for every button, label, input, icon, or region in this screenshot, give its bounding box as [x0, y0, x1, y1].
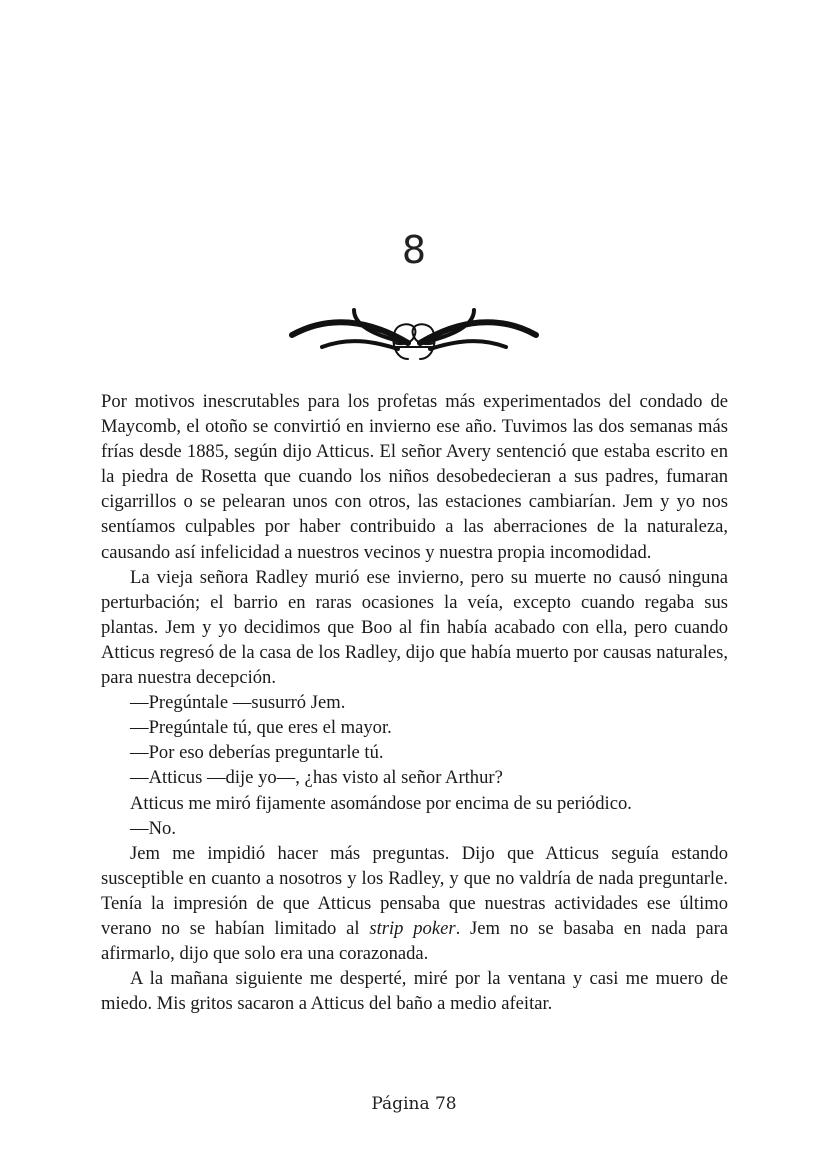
page-number: Página 78 — [371, 1094, 457, 1114]
dialogue-line: —Pregúntale tú, que eres el mayor. — [130, 717, 392, 739]
dialogue-line: —Atticus —dije yo—, ¿has visto al señor Arthur? — [130, 767, 503, 789]
paragraph-text: . Jem no se basaba en nada para afirmarlo, dijo que solo era una corazonada. — [101, 917, 729, 965]
chapter-body — [101, 389, 728, 1016]
chapter-number: 8 — [401, 228, 427, 272]
flourish-ornament-icon — [288, 305, 540, 361]
paragraph: A la mañana siguiente me desperté, miré por la ventana y casi me muero de miedo. Mis gritos sacaron a Atticus del baño a medio afeitar. — [101, 968, 728, 1015]
paragraph — [101, 841, 728, 966]
paragraph: Por motivos inescrutables para los profetas más experimentados del condado de Maycomb, el otoño se convirtió en invierno ese año. Tuvimos las dos semanas más frías desde 1885, según dijo Atticus. El señor Avery sentenció que estaba escrito en la piedra de Rosetta que cuando los niños desobedecieran a sus padres, fumaran cigarrillos o se pelearan unos con otros, las estaciones cambiarían. Jem y yo nos sentíamos culpables por haber contribuido a las aberraciones de la naturaleza, causando así infelicidad a nuestros vecinos y nuestra propia incomodidad. — [101, 391, 728, 563]
italic-phrase: strip poker — [369, 917, 456, 939]
dialogue-line: —Por eso deberías preguntarle tú. — [130, 742, 384, 764]
paragraph-text: Jem me impidió hacer más preguntas. Dijo que Atticus seguía estando susceptible en cuanto a nosotros y los Radley, y que no valdría de nada preguntarle. Tenía la impresión de que Atticus pensaba que nuestras actividades ese último verano no se habían limitado al — [101, 842, 728, 939]
paragraph: La vieja señora Radley murió ese invierno, pero su muerte no causó ninguna perturbación; el barrio en raras ocasiones la veía, excepto cuando regaba sus plantas. Jem y yo decidimos que Boo al fin había acabado con ella, pero cuando Atticus regresó de la casa de los Radley, dijo que había muerto por causas naturales, para nuestra decepción. — [101, 566, 728, 689]
dialogue-line: —Pregúntale —susurró Jem. — [130, 692, 346, 714]
dialogue-line: Atticus me miró fijamente asomándose por encima de su periódico. — [130, 792, 632, 814]
dialogue-line: —No. — [130, 817, 176, 839]
